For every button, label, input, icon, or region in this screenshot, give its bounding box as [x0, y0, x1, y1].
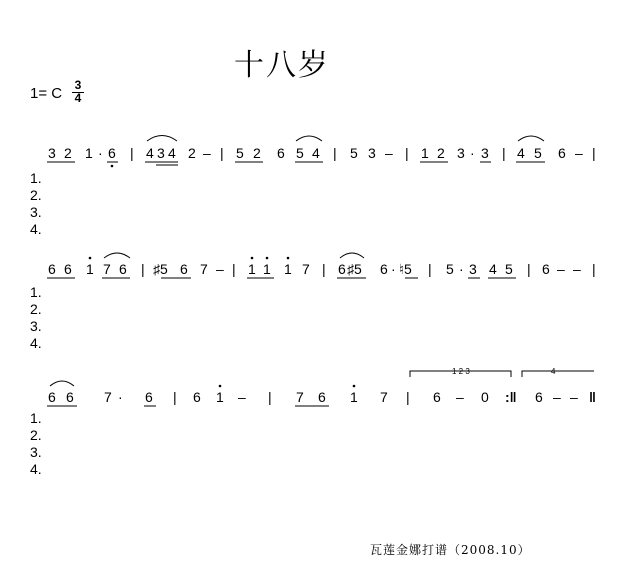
note: 7	[103, 261, 111, 277]
verse-number: 1.	[30, 170, 42, 186]
barline: |	[322, 261, 326, 277]
note: 1	[263, 261, 271, 277]
score-title: 十八岁	[234, 48, 330, 83]
dash: –	[216, 261, 224, 277]
verse-number: 3.	[30, 444, 42, 460]
note: 7	[302, 261, 310, 277]
barline: |	[141, 261, 145, 277]
barline: |	[406, 389, 410, 405]
key-signature: 1= C	[30, 85, 63, 102]
note: 4	[517, 145, 525, 161]
note: ♯5	[153, 261, 168, 277]
note: 6	[193, 389, 201, 405]
note: 6	[180, 261, 188, 277]
dash: –	[573, 261, 581, 277]
note: 1	[216, 389, 224, 405]
verse-number: 3.	[30, 318, 42, 334]
verse-number: 1.	[30, 410, 42, 426]
transcriber-credit: 瓦莲金娜打谱（2008.10）	[370, 543, 531, 557]
time-signature-numerator: 3	[72, 80, 84, 93]
note: 4	[312, 145, 320, 161]
barline: |	[527, 261, 531, 277]
verse-number: 3.	[30, 204, 42, 220]
dot: ·	[118, 389, 123, 405]
note: 5	[505, 261, 513, 277]
note: 7	[104, 389, 112, 405]
line-2-octave-dots	[89, 257, 290, 260]
barline: |	[592, 261, 596, 277]
note: 3	[368, 145, 376, 161]
note: 4	[489, 261, 497, 277]
dot: ·	[98, 145, 103, 161]
note: 6	[119, 261, 127, 277]
note: 4	[146, 145, 154, 161]
dash: –	[238, 389, 246, 405]
note: ♮5	[399, 261, 412, 277]
dot: ·	[459, 261, 464, 277]
barline: |	[428, 261, 432, 277]
barline: |	[592, 145, 596, 161]
barline: |	[333, 145, 337, 161]
score-line-3	[48, 389, 596, 405]
repeat-end: :‖	[505, 389, 517, 405]
barline: |	[232, 261, 236, 277]
note: 5	[350, 145, 358, 161]
note: 3	[457, 145, 465, 161]
note: 7	[296, 389, 304, 405]
note: 2	[64, 145, 72, 161]
note: 4	[168, 145, 176, 161]
final-barline: ‖	[589, 389, 596, 405]
note: 5	[446, 261, 454, 277]
note: 1	[421, 145, 429, 161]
dash: –	[203, 145, 211, 161]
note: 3	[481, 145, 489, 161]
verse-numbers-line-3	[30, 410, 42, 478]
line-3-underlines	[47, 381, 329, 406]
note: 3	[469, 261, 477, 277]
verse-number: 1.	[30, 284, 42, 300]
verse-number: 2.	[30, 427, 42, 443]
note: 2	[188, 145, 196, 161]
dash: –	[553, 389, 561, 405]
note: 1	[350, 389, 358, 405]
note: 1	[284, 261, 292, 277]
note: 1	[85, 145, 93, 161]
note: 5	[534, 145, 542, 161]
verse-number: 4.	[30, 335, 42, 351]
barline: |	[220, 145, 224, 161]
verse-numbers-line-1	[30, 170, 42, 238]
note: 7	[380, 389, 388, 405]
score-line-2	[48, 261, 596, 277]
note: 6	[380, 261, 388, 277]
note: 6	[64, 261, 72, 277]
note: 5	[236, 145, 244, 161]
note: 3	[157, 145, 165, 161]
note: 1	[248, 261, 256, 277]
verse-number: 2.	[30, 187, 42, 203]
note: 6	[535, 389, 543, 405]
verse-number: 4.	[30, 221, 42, 237]
time-signature-denominator: 4	[74, 91, 82, 105]
verse-number: 2.	[30, 301, 42, 317]
note: 7	[200, 261, 208, 277]
note: 6	[558, 145, 566, 161]
line-1-octave-dots	[111, 165, 114, 168]
note: 2	[253, 145, 261, 161]
volta-label-1: 1 2 3	[452, 367, 470, 376]
score-line-1	[48, 145, 596, 161]
note: 1	[86, 261, 94, 277]
dash: –	[385, 145, 393, 161]
barline: |	[173, 389, 177, 405]
note: 6	[433, 389, 441, 405]
note: 6	[318, 389, 326, 405]
dot: ·	[391, 261, 396, 277]
dash: –	[575, 145, 583, 161]
note: 6	[66, 389, 74, 405]
barline: |	[502, 145, 506, 161]
note: 6	[145, 389, 153, 405]
line-3-octave-dots	[219, 385, 356, 388]
note: 6	[277, 145, 285, 161]
volta-label-2: 4	[551, 367, 556, 376]
note: 5	[296, 145, 304, 161]
note: 0	[481, 389, 489, 405]
dash: –	[570, 389, 578, 405]
note: 6	[338, 261, 346, 277]
note: ♯5	[347, 261, 362, 277]
note: 6	[48, 389, 56, 405]
barline: |	[268, 389, 272, 405]
note: 2	[437, 145, 445, 161]
note: 3	[48, 145, 56, 161]
barline: |	[130, 145, 134, 161]
verse-numbers-line-2	[30, 284, 42, 352]
dash: –	[456, 389, 464, 405]
dot: ·	[470, 145, 475, 161]
volta-brackets	[410, 371, 594, 377]
note: 6	[542, 261, 550, 277]
verse-number: 4.	[30, 461, 42, 477]
barline: |	[405, 145, 409, 161]
dash: –	[557, 261, 565, 277]
note: 6	[48, 261, 56, 277]
note: 6	[108, 145, 116, 161]
